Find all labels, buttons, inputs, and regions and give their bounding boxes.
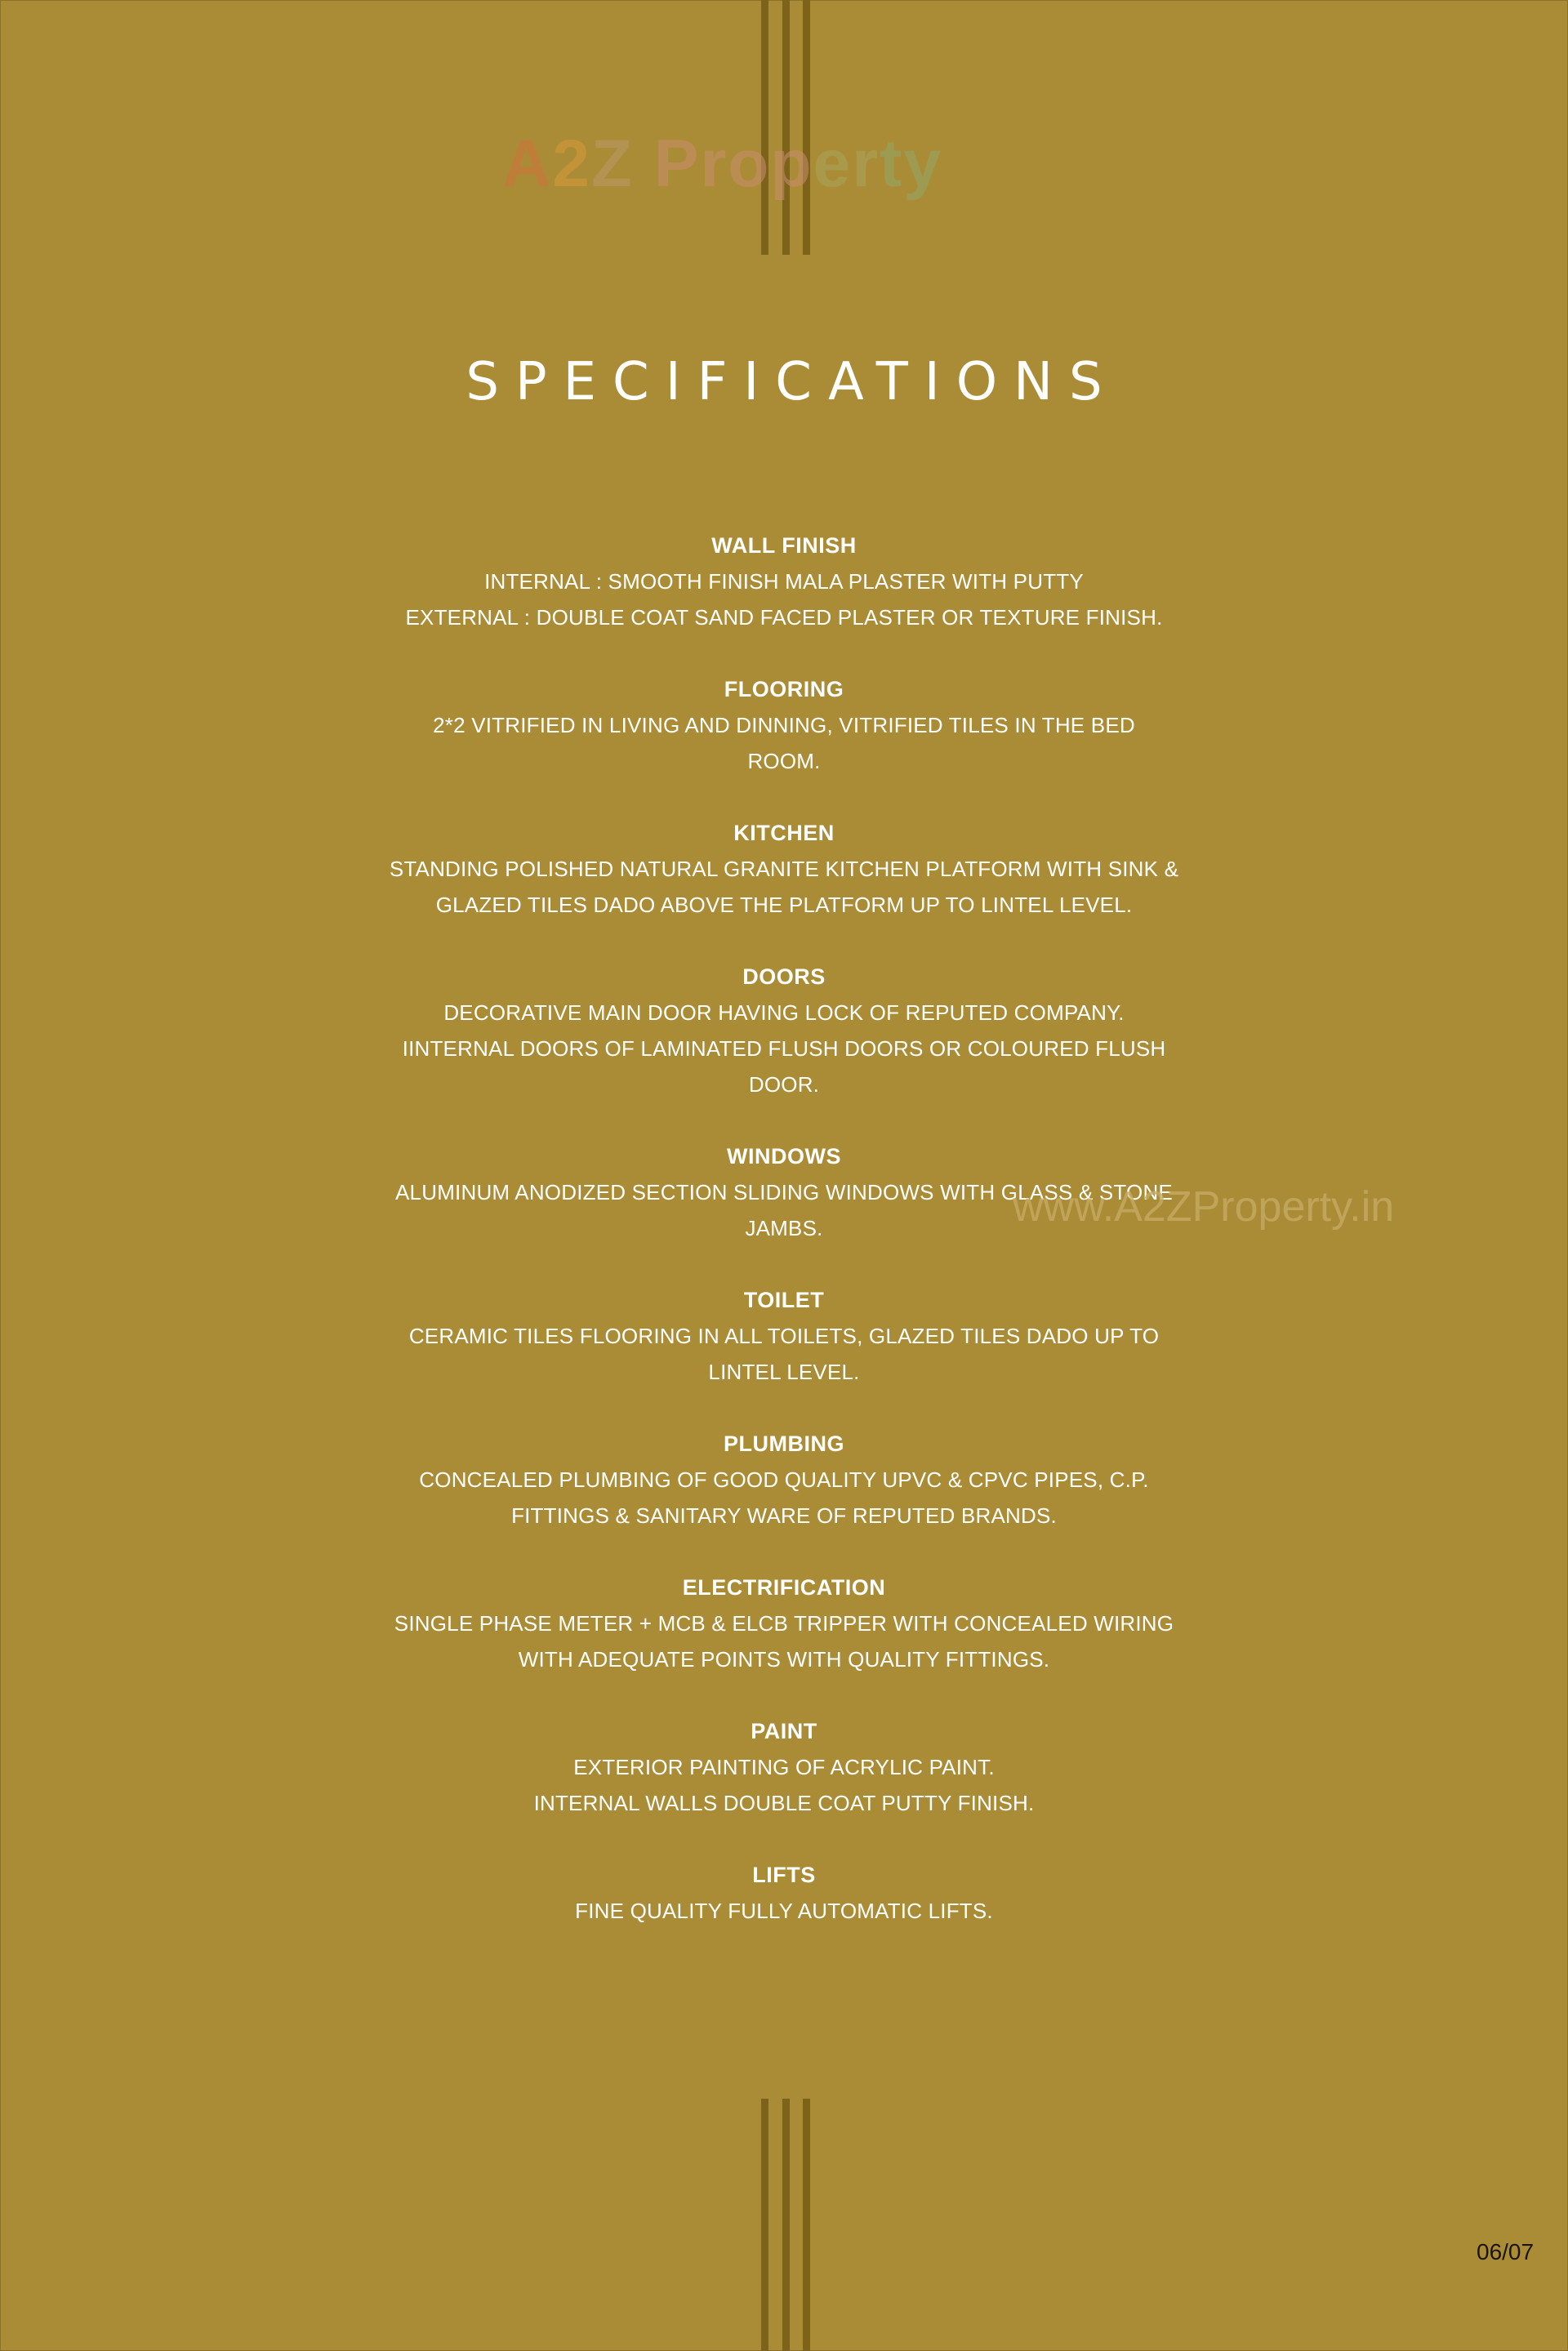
watermark-url: www.A2ZProperty.in [1013,1183,1395,1231]
spec-heading: ELECTRIFICATION [682,1575,886,1600]
spec-flooring [294,671,1274,779]
spec-line: DECORATIVE MAIN DOOR HAVING LOCK OF REPUTED COMPANY. [443,1000,1125,1025]
spec-line: SINGLE PHASE METER + MCB & ELCB TRIPPER WITH CONCEALED WIRING [394,1611,1174,1636]
page-number: 06/07 [1477,2239,1535,2264]
spec-line: EXTERIOR PAINTING OF ACRYLIC PAINT. [573,1755,995,1779]
spec-heading: PAINT [751,1719,817,1743]
spec-kitchen [294,815,1274,923]
spec-line: WITH ADEQUATE POINTS WITH QUALITY FITTINGS. [518,1647,1050,1672]
spec-line: ROOM. [747,749,821,773]
spec-heading: KITCHEN [733,821,835,845]
spec-line: FINE QUALITY FULLY AUTOMATIC LIFTS. [575,1899,993,1923]
spec-line: 2*2 VITRIFIED IN LIVING AND DINNING, VITRIFIED TILES IN THE BED [433,713,1135,737]
spec-electrification [294,1570,1274,1677]
spec-line: INTERNAL : SMOOTH FINISH MALA PLASTER WITH PUTTY [484,569,1084,594]
stripe [761,2099,768,2351]
page-title: SPECIFICATIONS [466,352,1119,412]
spec-line: GLAZED TILES DADO ABOVE THE PLATFORM UP TO LINTEL LEVEL. [435,893,1133,917]
stripe [803,2099,810,2351]
spec-heading: DOORS [742,964,826,989]
spec-line: DOOR. [748,1072,820,1097]
spec-line: STANDING POLISHED NATURAL GRANITE KITCHEN PLATFORM WITH SINK & [389,857,1179,881]
spec-paint [294,1713,1274,1821]
watermark-logo-part: Z [590,127,634,201]
stripe [782,2099,790,2351]
spec-line: ALUMINUM ANODIZED SECTION SLIDING WINDOWS WITH GLASS & STONE [395,1180,1173,1204]
spec-toilet [294,1282,1274,1390]
bottom-decorative-stripes [761,2099,810,2351]
watermark-logo-part: er [813,127,880,201]
spec-doors [294,959,1274,1102]
spec-line: INTERNAL WALLS DOUBLE COAT PUTTY FINISH. [533,1791,1035,1815]
watermark-logo-part: ty [880,127,942,201]
spec-line: FITTINGS & SANITARY WARE OF REPUTED BRANDS. [511,1503,1057,1528]
spec-wall-finish [294,528,1274,635]
spec-heading: WALL FINISH [711,533,857,558]
spec-line: IINTERNAL DOORS OF LAMINATED FLUSH DOORS OR COLOURED FLUSH [402,1036,1166,1061]
spec-plumbing [294,1426,1274,1534]
spec-heading: TOILET [743,1288,825,1312]
specifications-list [294,528,1274,1965]
spec-line: CERAMIC TILES FLOORING IN ALL TOILETS, GLAZED TILES DADO UP TO [408,1324,1160,1348]
spec-lifts [294,1857,1274,1929]
spec-line: CONCEALED PLUMBING OF GOOD QUALITY UPVC & CPVC PIPES, C.P. [419,1467,1149,1492]
spec-line: EXTERNAL : DOUBLE COAT SAND FACED PLASTER OR TEXTURE FINISH. [405,605,1163,630]
watermark-logo-part: A [502,127,553,201]
spec-heading: WINDOWS [727,1144,841,1169]
watermark-logo-part: 2 [552,127,591,201]
spec-heading: PLUMBING [724,1432,844,1456]
spec-heading: FLOORING [724,677,844,701]
watermark-logo [502,127,942,201]
spec-line: JAMBS. [745,1216,823,1240]
spec-line: LINTEL LEVEL. [708,1360,860,1384]
watermark-logo-part: Prop [633,127,813,201]
spec-heading: LIFTS [752,1863,816,1887]
